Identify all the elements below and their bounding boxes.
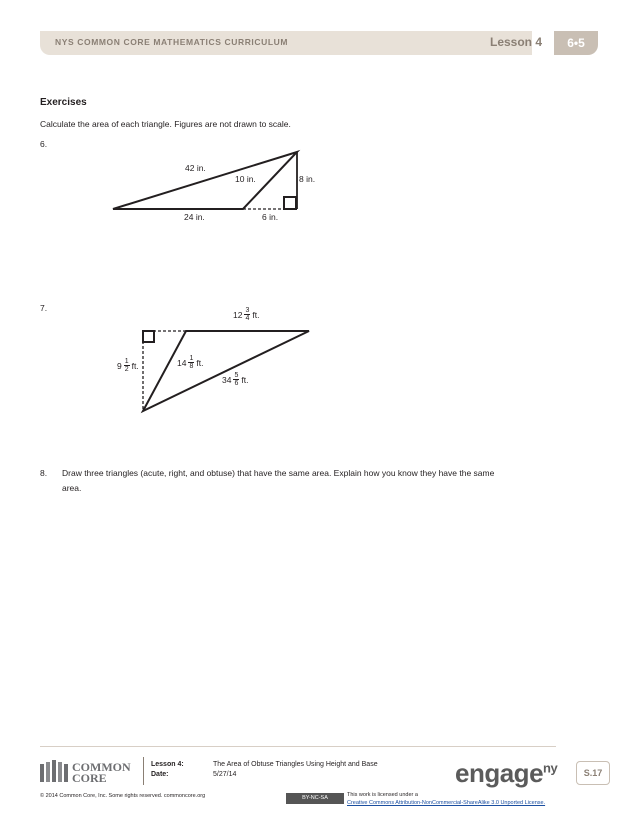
ex6-label-6: 6 in. bbox=[262, 212, 279, 222]
ex7-inner-num: 1 bbox=[189, 355, 194, 362]
ex8-text-line2: area. bbox=[62, 483, 82, 493]
ex8-text-line1: Draw three triangles (acute, right, and obtuse) that have the same area. Explain how you know they have the same bbox=[62, 468, 495, 478]
ex7-left-num: 1 bbox=[124, 358, 129, 365]
footer-separator bbox=[143, 757, 144, 785]
engageny-logo-text: engage bbox=[455, 758, 544, 788]
footer-lesson-key: Lesson 4: bbox=[151, 761, 184, 768]
common-core-logo bbox=[40, 760, 140, 785]
copyright-text: © 2014 Common Core, Inc. Some rights reserved. commoncore.org bbox=[40, 793, 206, 799]
common-core-logo-icon bbox=[40, 760, 68, 782]
footer-date-key: Date: bbox=[151, 771, 169, 778]
page-number: S.17 bbox=[576, 761, 610, 785]
ex7-slant-num: 5 bbox=[234, 372, 239, 379]
ex6-label-10: 10 in. bbox=[235, 174, 256, 184]
ex7-slant-den: 6 bbox=[234, 380, 239, 387]
ex7-right-angle-mark bbox=[143, 331, 154, 342]
engageny-logo bbox=[455, 758, 557, 789]
footer-date-value: 5/27/14 bbox=[213, 771, 237, 778]
ex7-left-den: 2 bbox=[124, 366, 129, 373]
license-text: This work is licensed under a bbox=[347, 792, 418, 798]
ex7-inner-fraction bbox=[188, 355, 194, 370]
engageny-logo-sup: ny bbox=[543, 760, 558, 776]
logo-text-core: CORE bbox=[72, 771, 107, 785]
ex7-triangle bbox=[143, 331, 309, 411]
ex7-label-inner bbox=[177, 355, 203, 370]
ex6-label-8: 8 in. bbox=[299, 174, 316, 184]
ex7-label-top bbox=[233, 307, 259, 322]
ex7-label-slant bbox=[222, 372, 248, 387]
ex7-inner-den: 8 bbox=[189, 363, 194, 370]
license-link[interactable]: Creative Commons Attribution-NonCommercial-ShareAlike 3.0 Unported License. bbox=[347, 800, 546, 806]
grade-badge: 6•5 bbox=[554, 31, 598, 55]
ex8-number: 8. bbox=[40, 468, 48, 478]
ex7-inner-whole: 14 bbox=[177, 357, 187, 368]
cc-license-badge[interactable]: BY-NC-SA bbox=[286, 793, 344, 804]
ex7-slant-unit: ft. bbox=[241, 374, 249, 385]
ex7-left-whole: 9 bbox=[117, 360, 122, 371]
ex6-number: 6. bbox=[40, 139, 48, 149]
ex7-top-num: 3 bbox=[245, 307, 250, 314]
ex6-right-angle-mark bbox=[284, 197, 296, 209]
ex7-inner-unit: ft. bbox=[196, 357, 204, 368]
ex7-left-fraction bbox=[124, 358, 130, 373]
footer-divider bbox=[40, 746, 556, 747]
ex7-top-fraction bbox=[244, 307, 250, 322]
ex7-label-left bbox=[117, 358, 139, 373]
ex7-slant-fraction bbox=[233, 372, 239, 387]
ex7-top-den: 4 bbox=[245, 315, 250, 322]
curriculum-title: NYS COMMON CORE MATHEMATICS CURRICULUM bbox=[55, 37, 289, 47]
ex7-top-unit: ft. bbox=[252, 309, 260, 320]
ex7-slant-whole: 34 bbox=[222, 374, 232, 385]
ex6-label-42: 42 in. bbox=[185, 163, 206, 173]
ex6-label-24: 24 in. bbox=[184, 212, 205, 222]
ex6-triangle bbox=[113, 152, 297, 209]
logo-text-common: COMMON bbox=[72, 760, 131, 774]
instruction-text: Calculate the area of each triangle. Figures are not drawn to scale. bbox=[40, 119, 291, 129]
ex7-number: 7. bbox=[40, 303, 48, 313]
ex7-left-unit: ft. bbox=[131, 360, 139, 371]
lesson-label: Lesson 4 bbox=[490, 35, 543, 49]
ex7-top-whole: 12 bbox=[233, 309, 243, 320]
footer-lesson-value: The Area of Obtuse Triangles Using Height and Base bbox=[213, 761, 378, 768]
exercises-heading: Exercises bbox=[40, 97, 87, 108]
